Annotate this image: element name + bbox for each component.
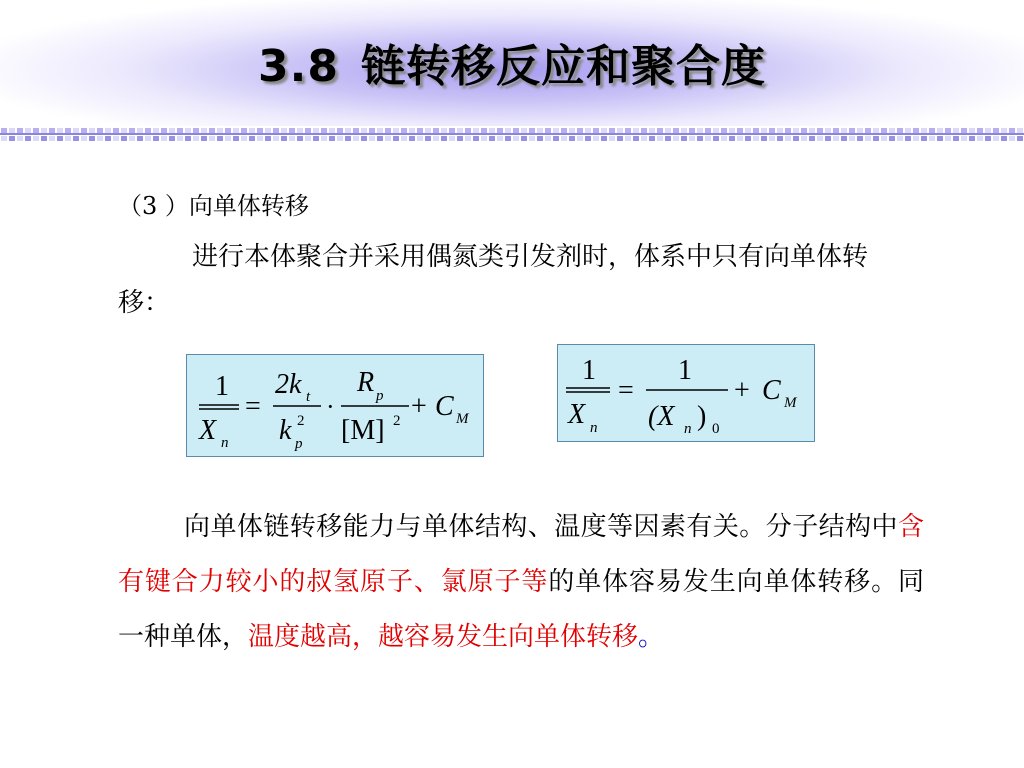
eq1-f2-den-sup: 2 (297, 413, 305, 429)
para-period: 。 (638, 622, 665, 652)
eq1-equals: = (245, 391, 261, 422)
eq1-f3-den: [M] (341, 415, 385, 446)
eq1-lhs-den: X (199, 415, 217, 446)
eq1-f3-num-sub: p (376, 388, 384, 404)
decorative-divider (0, 126, 1024, 144)
eq1-plus: + (411, 391, 427, 422)
eq1-f2-den-sub: p (295, 436, 303, 452)
eq1-term-sub: M (456, 411, 469, 427)
equation-box-2 (557, 344, 815, 442)
para-text-2: 的单体容易发生向单体转移。同一种单体， (118, 567, 924, 652)
subheading: （3 ）向单体转移 (118, 192, 309, 220)
eq1-term: C (435, 391, 454, 422)
equation-box-1 (186, 354, 484, 457)
eq2-equals: = (618, 375, 634, 406)
eq1-dot: · (326, 392, 335, 421)
title-text: 链转移反应和聚合度 (360, 41, 766, 92)
eq1-lhs-num: 1 (215, 371, 229, 402)
slide-title (0, 30, 1024, 94)
eq1-f2-num-sub: t (306, 389, 311, 405)
eq2-lhs-num: 1 (582, 355, 596, 386)
section-number: 3.8 (258, 41, 339, 92)
intro-paragraph: 进行本体聚合并采用偶氮类引发剂时，体系中只有向单体转移： (118, 242, 869, 318)
eq2-lhs-den: X (568, 399, 586, 430)
eq2-rhs-den-sub: n (684, 421, 692, 437)
equation-2 (558, 345, 814, 441)
eq1-f2-num: 2k (275, 369, 302, 400)
para-highlight-1: 含有键合力较小的叔氢原子、氯原子等 (118, 512, 924, 597)
para-text-1: 向单体链转移能力与单体结构、温度等因素有关。分子结构中 (184, 512, 898, 542)
eq1-f3-num: R (357, 367, 375, 398)
eq2-rhs-den-sub0: 0 (712, 421, 720, 437)
para-highlight-2: 温度越高，越容易发生向单体转移 (248, 622, 639, 652)
eq2-term: C (762, 375, 781, 406)
eq2-term-sub: M (784, 395, 797, 411)
equation-1 (187, 355, 483, 456)
eq1-lhs-den-sub: n (221, 435, 229, 451)
eq1-f2-den: k (279, 415, 292, 446)
eq2-rhs-den-open: (X (648, 401, 675, 432)
eq2-lhs-den-sub: n (590, 420, 598, 436)
body-paragraph (118, 500, 924, 665)
eq2-rhs-den-close: ) (697, 401, 707, 432)
eq1-f3-den-sup: 2 (393, 413, 401, 429)
eq2-rhs-num: 1 (678, 355, 692, 386)
eq2-plus: + (734, 375, 750, 406)
